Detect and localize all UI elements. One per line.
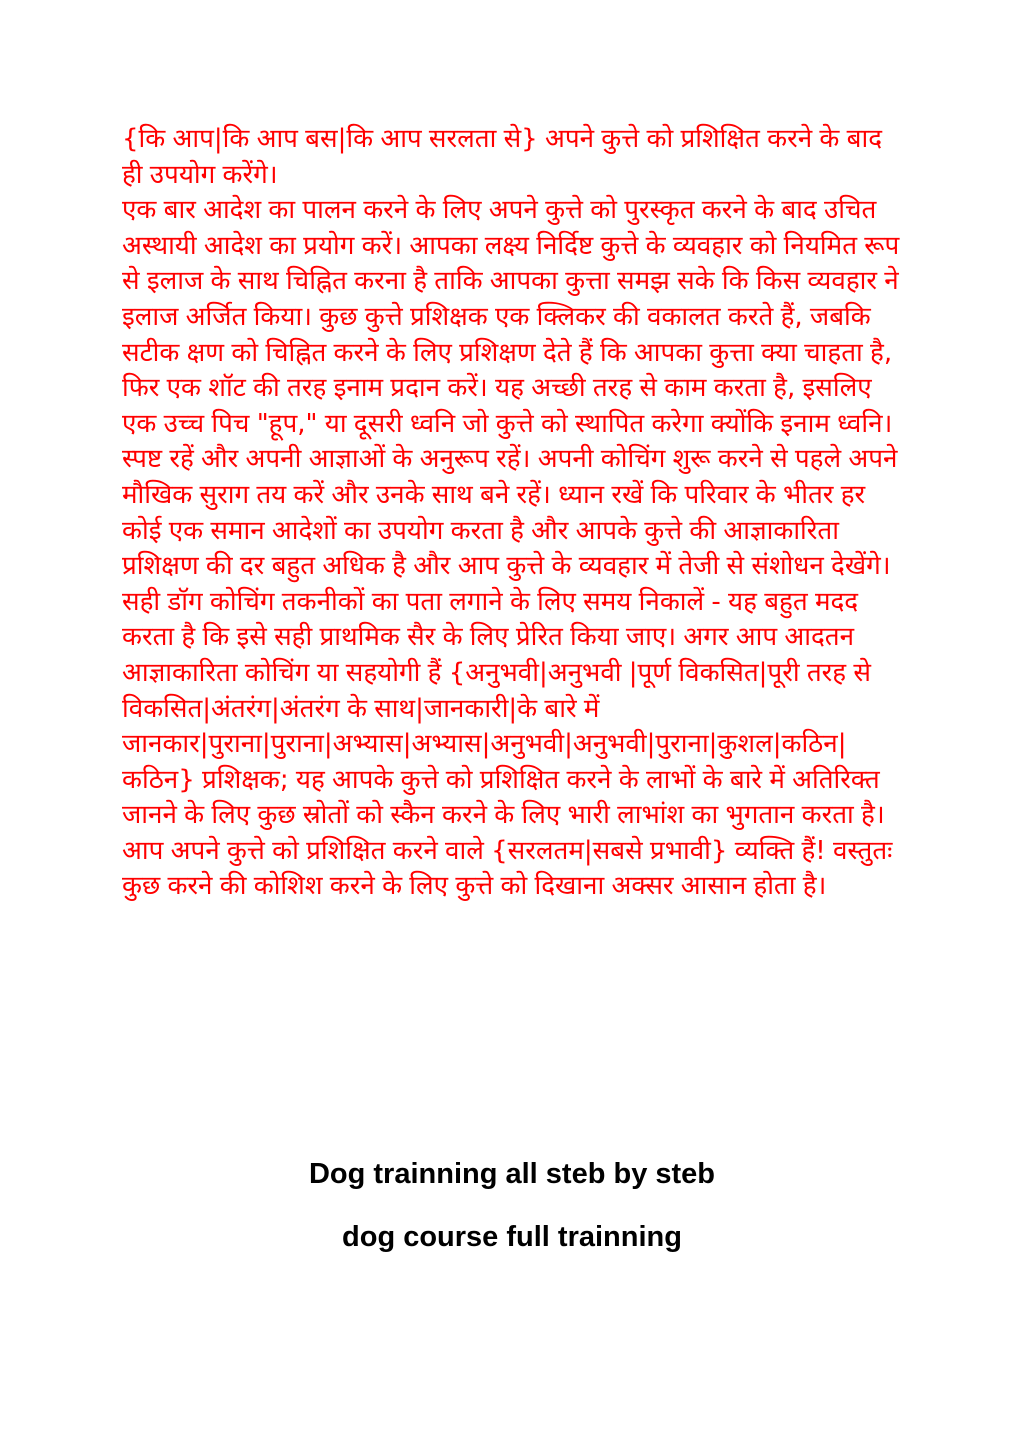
paragraph-3: स्पष्ट रहें और अपनी आज्ञाओं के अनुरूप रहें। अपनी कोचिंग शुरू करने से पहले अपने मौखिक सुराग तय करें और उनके साथ बने रहें। ध्यान रखें कि परिवार के भीतर हर कोई एक समान आदेशों का उपयोग करता है और आपके कुत्ते की आज्ञाकारिता प्रशिक्षण की दर बहुत अधिक है और आप कुत्ते के व्यवहार में तेजी से संशोधन देखेंगे। <box>122 444 898 582</box>
paragraph-5: जानकार|पुराना|पुराना|अभ्यास|अभ्यास|अनुभवी|अनुभवी|पुराना|कुशल|कठिन|कठिन} प्रशिक्षक; यह आपके कुत्ते को प्रशिक्षित करने के लाभों के बारे में अतिरिक्त जानने के लिए कुछ स्रोतों को स्कैन करने के लिए भारी लाभांश का भुगतान करता है। <box>122 729 885 831</box>
body-text <box>122 122 902 905</box>
paragraph-6: आप अपने कुत्ते को प्रशिक्षित करने वाले {सरलतम|सबसे प्रभावी} व्यक्ति हैं! वस्तुतः कुछ करने की कोशिश करने के लिए कुत्ते को दिखाना अक्सर आसान होता है। <box>122 835 893 902</box>
heading-title: Dog trainning all steb by steb <box>308 1158 716 1190</box>
heading-subtitle: dog course full trainning <box>342 1221 682 1253</box>
paragraph-4: सही डॉग कोचिंग तकनीकों का पता लगाने के लिए समय निकालें - यह बहुत मदद करता है कि इसे सही प्राथमिक सैर के लिए प्रेरित किया जाए। अगर आप आदतन आज्ञाकारिता कोचिंग या सहयोगी हैं {अनुभवी|अनुभवी |पूर्ण विकसित|पूरी तरह से विकसित|अंतरंग|अंतरंग के साथ|जानकारी|के बारे में <box>122 586 871 724</box>
paragraph-1: {कि आप|कि आप बस|कि आप सरलता से} अपने कुत्ते को प्रशिक्षित करने के बाद ही उपयोग करेंगे। <box>122 124 883 190</box>
paragraph-2: एक बार आदेश का पालन करने के लिए अपने कुत्ते को पुरस्कृत करने के बाद उचित अस्थायी आदेश का प्रयोग करें। आपका लक्ष्य निर्दिष्ट कुत्ते के व्यवहार को नियमित रूप से इलाज के साथ चिह्नित करना है ताकि आपका कुत्ता समझ सके कि किस व्यवहार ने इलाज अर्जित किया। कुछ कुत्ते प्रशिक्षक एक क्लिकर की वकालत करते हैं, जबकि सटीक क्षण को चिह्नित करने के लिए प्रशिक्षण देते हैं कि आपका कुत्ता क्या चाहता है, फिर एक शॉट की तरह इनाम प्रदान करें। यह अच्छी तरह से काम करता है, इसलिए एक उच्च पिच "हूप," या दूसरी ध्वनि जो कुत्ते को स्थापित करेगा क्योंकि इनाम ध्वनि। <box>122 195 900 439</box>
